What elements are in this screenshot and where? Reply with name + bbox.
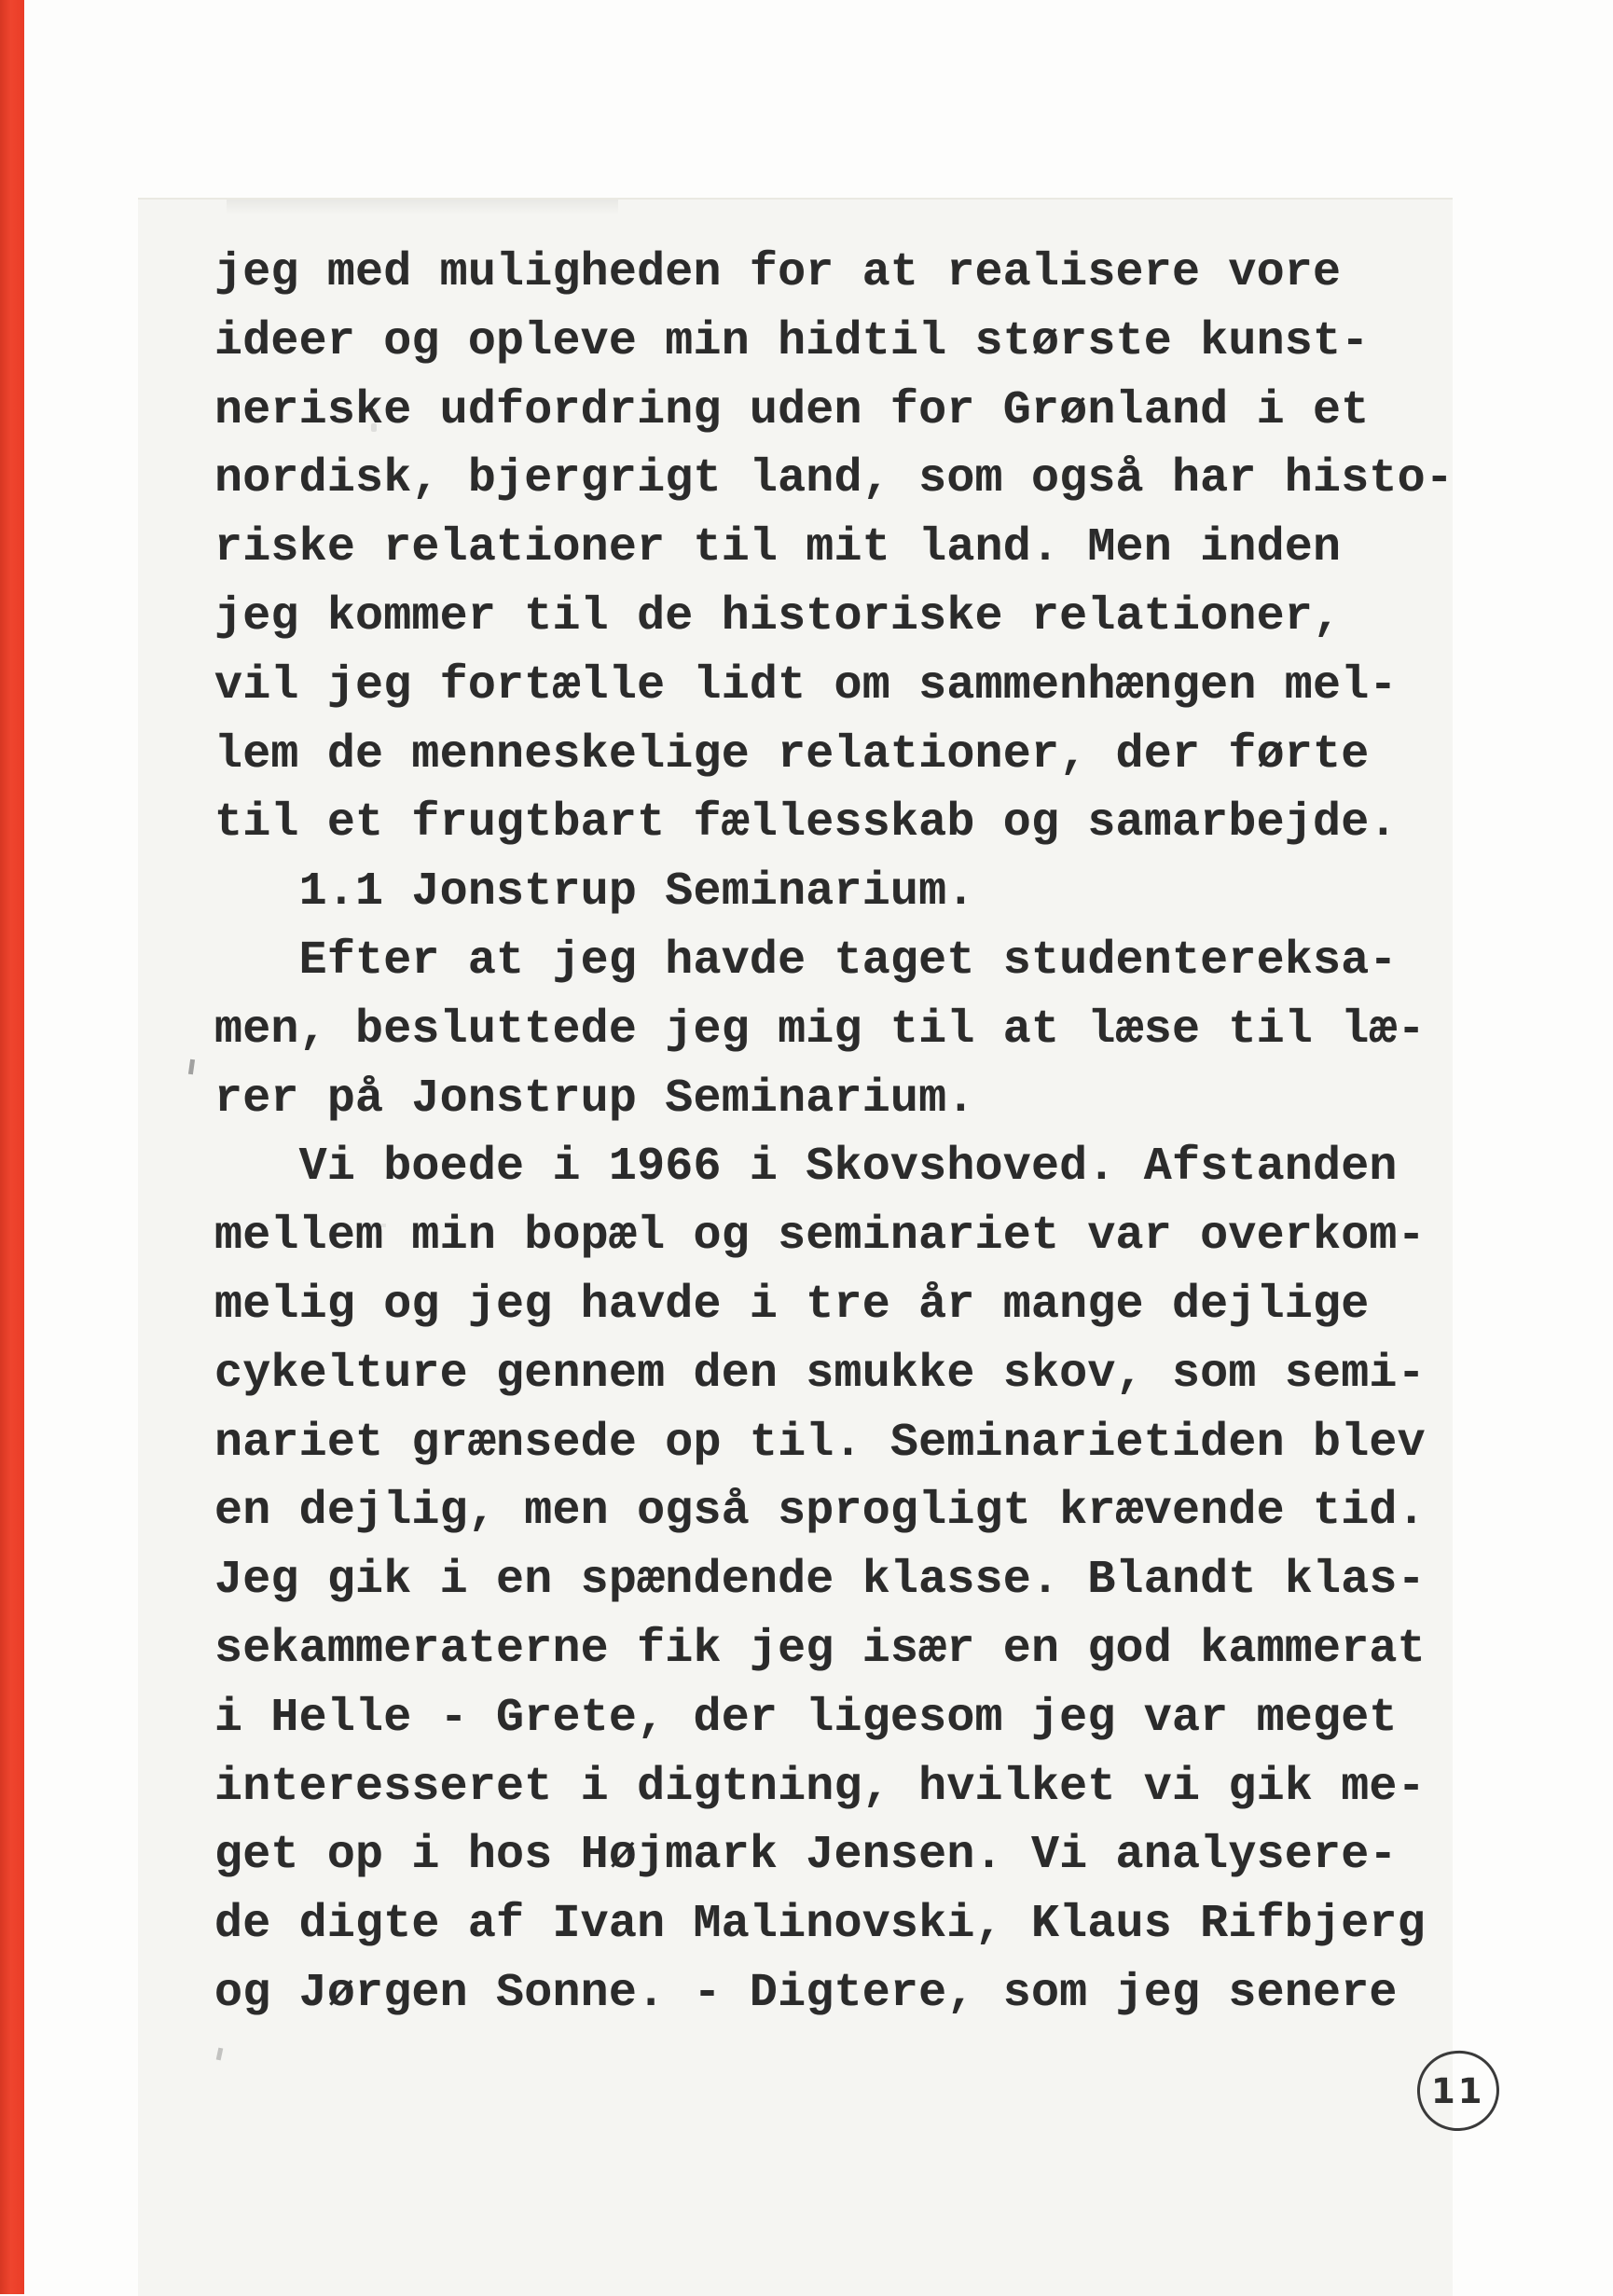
typewritten-text-block (214, 239, 1454, 2028)
typewritten-line: ideer og opleve min hidtil største kunst- (214, 314, 1370, 368)
typewritten-line: vil jeg fortælle lidt om sammenhængen mel- (214, 658, 1398, 712)
typewritten-line: men, besluttede jeg mig til at læse til læ- (214, 1003, 1426, 1057)
scan-speck (362, 1224, 386, 1227)
typewritten-line: interesseret i digtning, hvilket vi gik me- (214, 1760, 1426, 1814)
typewritten-line: en dejlig, men også sprogligt krævende tid. (214, 1485, 1426, 1539)
typewritten-line: mellem min bopæl og seminariet var overkom- (214, 1210, 1426, 1264)
typewritten-line: sekammeraterne fik jeg især en god kammerat (214, 1622, 1426, 1676)
typewritten-line: Jeg gik i en spændende klasse. Blandt klas- (214, 1554, 1426, 1608)
scan-edge-red-stripe (0, 0, 24, 2294)
typewritten-line: i Helle - Grete, der ligesom jeg var meget (214, 1691, 1398, 1745)
typewritten-line: jeg med muligheden for at realisere vore (214, 246, 1342, 299)
typewritten-line-section-heading: 1.1 Jonstrup Seminarium. (214, 865, 975, 920)
typewritten-line: neriske udfordring uden for Grønland i et (214, 383, 1370, 437)
typewritten-line: lem de menneskelige relationer, der førte (214, 727, 1370, 781)
typewritten-line: til et frugtbart fællesskab og samarbejde. (214, 796, 1398, 851)
scan-speck (371, 408, 377, 417)
typewritten-line: nordisk, bjergrigt land, som også har histo- (214, 452, 1454, 506)
typewritten-line: de digte af Ivan Malinovski, Klaus Rifbjerg (214, 1898, 1426, 1952)
typewritten-line: nariet grænsede op til. Seminarietiden blev (214, 1416, 1426, 1470)
typewritten-line: melig og jeg havde i tre år mange dejlige (214, 1278, 1370, 1332)
typewritten-line: Efter at jeg havde taget studentereksa- (214, 934, 1398, 988)
page-number: 11 (1431, 2070, 1485, 2111)
typewritten-line: rer på Jonstrup Seminarium. (214, 1072, 975, 1126)
typewritten-line: og Jørgen Sonne. - Digtere, som jeg senere (214, 1966, 1398, 2020)
typewritten-line: Vi boede i 1966 i Skovshoved. Afstanden (214, 1141, 1398, 1195)
scan-smudge (227, 200, 618, 214)
typewritten-line: riske relationer til mit land. Men inden (214, 521, 1342, 575)
typewritten-line: get op i hos Højmark Jensen. Vi analysere- (214, 1829, 1398, 1883)
typewritten-line: cykelture gennem den smukke skov, som semi- (214, 1347, 1426, 1401)
typewritten-line: jeg kommer til de historiske relationer, (214, 589, 1342, 643)
